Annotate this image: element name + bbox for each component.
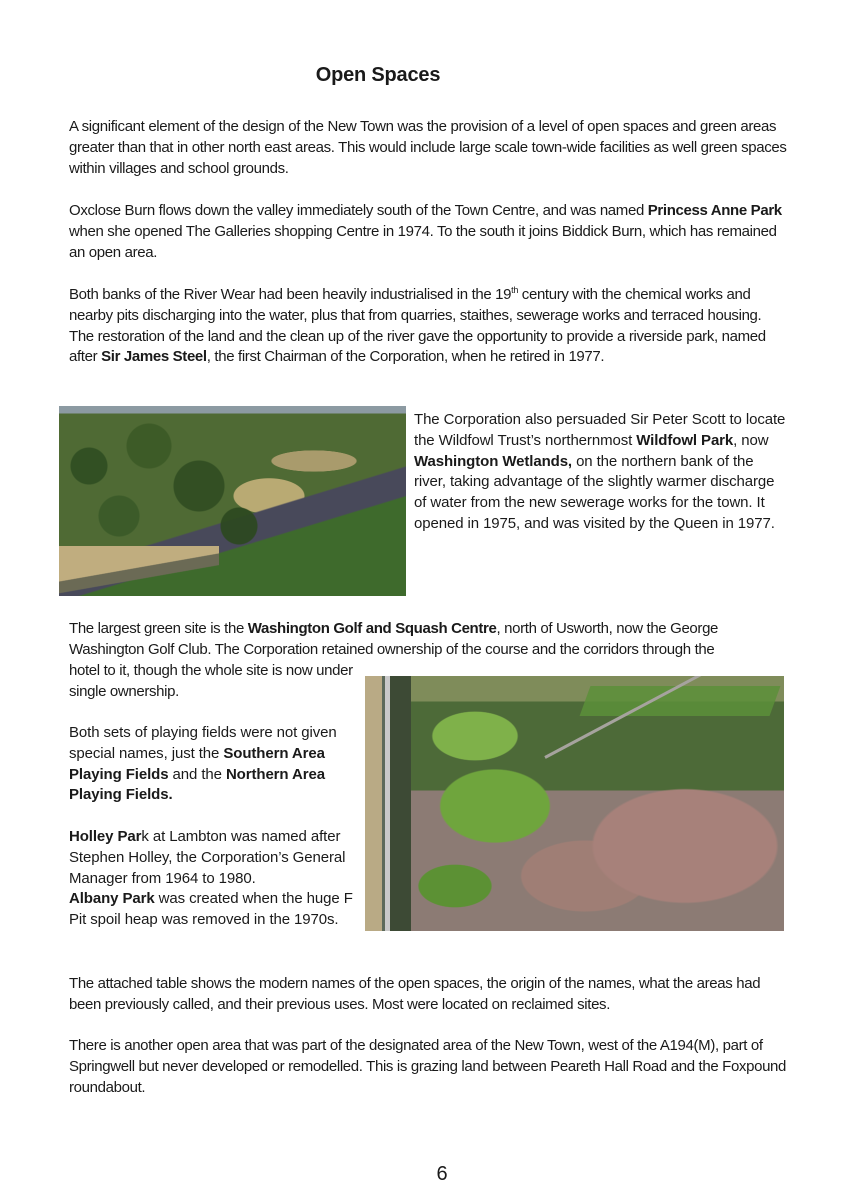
page-number: 6 [436, 1163, 448, 1185]
park-name-bold: Holley Par [69, 828, 142, 845]
text: Both banks of the River Wear had been heavily industrialised in the 19 [69, 286, 512, 303]
attached-table-paragraph: The attached table shows the modern names of the open spaces, the origin of the names, what the areas had been previously called, and their previous uses. Most were located on reclaimed sites. [69, 975, 761, 1013]
river-wear-paragraph [69, 285, 787, 368]
fields-name-bold: Southern Area Playing Fields [69, 744, 325, 783]
golf-paragraph-top [69, 619, 787, 661]
text: and the [168, 765, 226, 783]
page-title: Open Spaces [315, 64, 441, 86]
fields-name-bold: Northern Area Playing Fields. [69, 765, 325, 804]
park-name-bold: Washington Wetlands, [414, 452, 572, 470]
wetlands-aerial-image [59, 406, 406, 596]
text: The largest green site is the [69, 620, 248, 637]
wetlands-paragraph [414, 410, 789, 535]
text: was created when the huge F Pit spoil heap was removed in the 1970s. [69, 890, 353, 929]
text: , now [733, 431, 769, 449]
golf-course-aerial-image [365, 676, 784, 931]
park-name-bold: Albany Park [69, 890, 155, 908]
playing-fields-paragraph [69, 723, 361, 806]
text: on the northern bank of the river, taking advantage of the slightly warmer discharge of water from the new sewerage works for the town. It opened in 1975, and was visited by the Queen in 1977. [414, 452, 775, 532]
park-name-bold: Princess Anne Park [647, 202, 782, 219]
text: century with the chemical works and nearby pits discharging into the water, plus that from quarries, staithes, sewerage works and terraced housing. The restoration of the land and the clean up of the river gave the opportunity to provide a riverside park, named after [69, 286, 766, 366]
text: Both sets of playing fields were not given special names, just the [69, 724, 337, 762]
golf-paragraph-bottom: hotel to it, though the whole site is now under single ownership. [69, 662, 353, 700]
park-name-bold: Sir James Steel [101, 348, 207, 366]
park-name-bold: Wildfowl Park [636, 431, 734, 449]
golf-centre-bold: Washington Golf and Squash Centre [247, 620, 497, 637]
princess-anne-park-paragraph [69, 201, 787, 263]
text: , north of Usworth, now the George Washington Golf Club. The Corporation retained ownership of the course and the corridors through the [69, 620, 719, 658]
intro-paragraph: A significant element of the design of the New Town was the provision of a level of open spaces and green areas greater than that in other north east areas. This would include large scale town-wide facilities as well green spaces within villages and school grounds. [69, 118, 787, 177]
text: , the first Chairman of the Corporation, when he retired in 1977. [206, 348, 605, 366]
text: k at Lambton was named after Stephen Holley, the Corporation’s General Manager from 1964 to 1980. [69, 828, 346, 887]
superscript: th [511, 285, 518, 295]
holley-albany-paragraph [69, 827, 361, 931]
text: when she opened The Galleries shopping Centre in 1974. To the south it joins Biddick Burn, which has remained an open area. [69, 222, 777, 261]
text: Oxclose Burn flows down the valley immediately south of the Town Centre, and was named [69, 202, 648, 219]
springwell-paragraph: There is another open area that was part of the designated area of the New Town, west of the A194(M), part of Springwell but never developed or remodelled. This is grazing land between Peareth Hall Road and the Foxpound roundabout. [69, 1037, 787, 1096]
text: The Corporation also persuaded Sir Peter Scott to locate the Wildfowl Trust’s northernmost [414, 411, 786, 449]
